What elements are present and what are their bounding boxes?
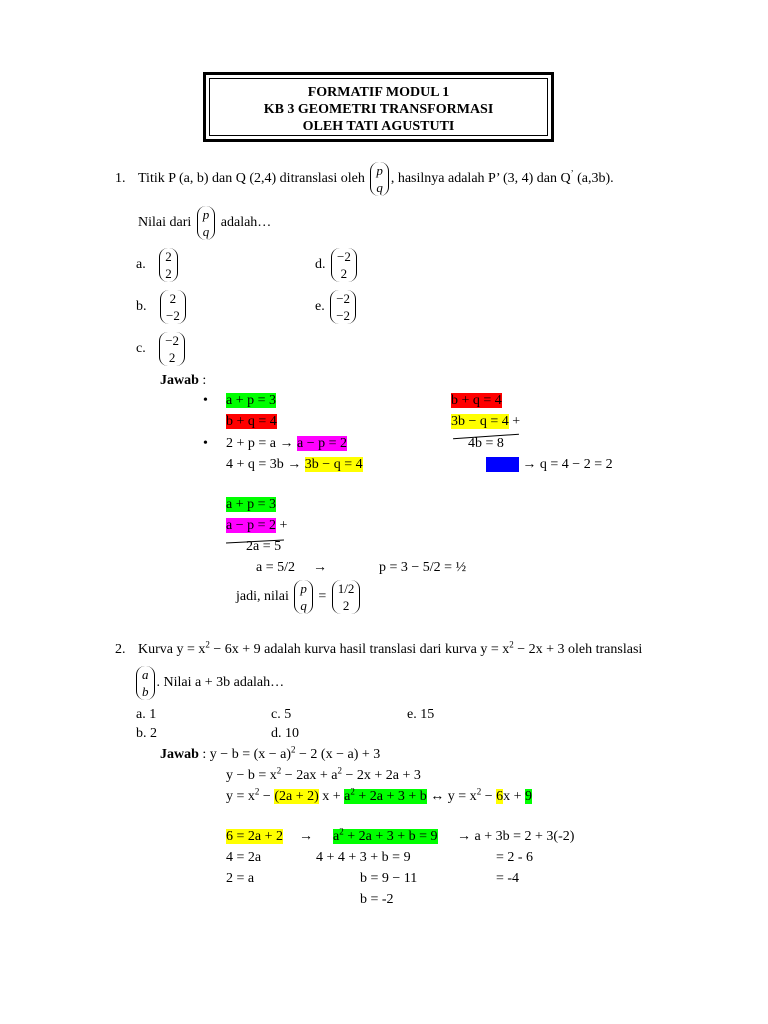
- q1-l2: [226, 413, 277, 431]
- plus-sign: +: [508, 414, 521, 429]
- q2-j3: [226, 788, 532, 806]
- vec-bottom: 2: [342, 598, 350, 613]
- q1-r4: [486, 456, 613, 474]
- vec-top: −2: [165, 333, 180, 348]
- q2-line2: . Nilai a + 3b adalah…: [156, 675, 285, 691]
- eq-highlight: (2a + 2): [274, 789, 319, 804]
- eq-text: x +: [503, 789, 525, 804]
- vec-bottom: q: [376, 180, 383, 195]
- q1-option-c[interactable]: [136, 332, 187, 366]
- q1-s4-arrow: →: [313, 560, 327, 575]
- eq-text: 2 + p = a →: [226, 436, 298, 451]
- q1-s2: [226, 517, 287, 535]
- q1-vector-pq: [370, 162, 389, 196]
- q2-option-e[interactable]: e. 15: [407, 707, 435, 722]
- eq-highlight: a − p = 2: [297, 436, 348, 451]
- eq-text: ↔ y = x: [426, 789, 477, 804]
- eq-text: + 2a + 3 + b: [354, 789, 427, 804]
- q1-vector-pq-2: [197, 206, 216, 240]
- title-box: [203, 72, 554, 142]
- title-line-3: OLEH TATI AGUSTUTI: [302, 119, 455, 134]
- eq-highlight: b = 2: [488, 457, 517, 472]
- vec-bottom: 2: [165, 266, 172, 281]
- q1-r1: [451, 392, 502, 410]
- eq-text: y = x: [226, 789, 255, 804]
- q1-l1: [226, 392, 276, 410]
- vec-top: p: [202, 207, 210, 222]
- q2-jawab-line: [160, 746, 380, 764]
- q2-option-c[interactable]: c. 5: [271, 707, 292, 722]
- superscript: 2: [337, 765, 343, 776]
- title-inner: [209, 78, 548, 136]
- q1-text-b: , hasilnya adalah P’ (3, 4) dan Q: [390, 171, 571, 187]
- eq-highlight: 3b − q = 4: [451, 414, 509, 429]
- jawab-colon: :: [198, 373, 207, 388]
- title-line-1: FORMATIF MODUL 1: [307, 85, 450, 100]
- option-label: e.: [315, 299, 325, 315]
- vec-bottom: 2: [340, 266, 348, 281]
- q1-r3: 4b = 8: [468, 436, 504, 451]
- eq-text: a: [344, 789, 351, 804]
- q1-text-a: Titik P (a, b) dan Q (2,4) ditranslasi oleh: [138, 171, 365, 187]
- eq-text: a: [333, 829, 340, 844]
- q1-l4: [226, 456, 363, 474]
- bullet-2: •: [203, 436, 208, 451]
- eq-highlight-group: [344, 786, 427, 804]
- q1-text-c: (a,3b).: [573, 171, 614, 187]
- q1-s1: [226, 496, 276, 514]
- q2-j2: [226, 767, 421, 785]
- q2-statement: [138, 641, 642, 659]
- q1-jawab: [160, 372, 206, 390]
- q1-option-a[interactable]: [136, 248, 180, 282]
- q1-line2-a: Nilai dari: [138, 215, 192, 231]
- option-label: c.: [136, 341, 146, 357]
- q2-k1a: [226, 828, 283, 846]
- option-label: d.: [315, 257, 326, 273]
- q2-k3c: = -4: [496, 871, 520, 886]
- superscript: 2: [339, 826, 344, 837]
- superscript: 2: [350, 786, 355, 797]
- superscript: 2: [509, 639, 514, 650]
- q1-question-line: [138, 206, 271, 240]
- q1-s4-p: p = 3 − 5/2 = ½: [379, 560, 467, 575]
- vec-top: p: [376, 163, 383, 178]
- eq-highlight: 9: [525, 789, 532, 804]
- eq-text: − 2 (x − a) + 3: [295, 747, 381, 762]
- q2-option-b[interactable]: b. 2: [136, 726, 157, 741]
- q2-text-a: Kurva y = x: [138, 642, 206, 657]
- eq-highlight: a + p = 3: [226, 497, 277, 512]
- q1-line2-b: adalah…: [220, 215, 272, 231]
- eq-text: + 2a + 3 + b = 9: [343, 829, 438, 844]
- eq-text: −: [259, 789, 275, 804]
- eq-highlight: b + q = 4: [226, 414, 277, 429]
- eq-text: x +: [318, 789, 345, 804]
- bullet-1: •: [203, 393, 208, 408]
- superscript: 2: [276, 765, 282, 776]
- q1-s4: a = 5/2: [256, 560, 295, 575]
- jawab-label: Jawab: [160, 747, 199, 762]
- vec-bottom: q: [300, 598, 307, 613]
- q2-k1-arrow: →: [299, 829, 313, 844]
- superscript: 2: [205, 639, 210, 650]
- vec-top: 2: [165, 249, 172, 264]
- eq-highlight: 6 = 2a + 2: [226, 829, 284, 844]
- q2-k2b: 4 + 4 + 3 + b = 9: [316, 850, 411, 865]
- q2-question-line: [134, 666, 284, 700]
- q1-option-d[interactable]: [315, 248, 359, 282]
- q2-number: 2.: [115, 642, 126, 657]
- vec-bottom: 2: [168, 350, 176, 365]
- q2-option-d[interactable]: d. 10: [271, 726, 299, 741]
- eq-text: 4 + q = 3b →: [226, 457, 305, 472]
- eq-text: − 2ax + a: [281, 768, 338, 783]
- option-vector: [330, 290, 356, 324]
- option-vector: [331, 248, 357, 282]
- vec-top: −2: [337, 249, 351, 264]
- q2-k1-result: → a + 3b = 2 + 3(-2): [457, 829, 575, 844]
- jawab-label: Jawab: [160, 373, 199, 388]
- q1-option-e[interactable]: [315, 290, 358, 324]
- superscript: 2: [254, 786, 260, 797]
- vec-bottom: −2: [166, 308, 180, 323]
- q2-k3a: 2 = a: [226, 871, 255, 886]
- eq-highlight: a − p = 2: [226, 518, 277, 533]
- eq-text: : y − b = (x − a): [198, 747, 292, 762]
- q1-number: 1.: [115, 171, 126, 186]
- vec-top: −2: [336, 291, 351, 306]
- title-line-2: KB 3 GEOMETRI TRANSFORMASI: [263, 102, 494, 117]
- eq-text: y − b = x: [226, 768, 277, 783]
- eq-text: − 2x + 2a + 3: [342, 768, 421, 783]
- q2-k2a: 4 = 2a: [226, 850, 262, 865]
- eq-highlight: b + q = 4: [451, 393, 502, 408]
- q2-option-a[interactable]: a. 1: [136, 707, 157, 722]
- plus-sign: +: [276, 518, 288, 533]
- equals-sign: =: [318, 589, 327, 605]
- conclusion-text: jadi, nilai: [236, 589, 289, 605]
- conclusion-vector-result: [332, 580, 361, 614]
- q1-sup: ’: [570, 168, 574, 179]
- q2-k3b: b = 9 − 11: [360, 871, 418, 886]
- vec-bottom: b: [142, 684, 149, 699]
- superscript: 2: [476, 786, 482, 797]
- superscript: 2: [291, 744, 296, 755]
- q1-statement: [138, 162, 614, 196]
- eq-highlight-group: [333, 826, 438, 844]
- option-vector: [159, 332, 185, 366]
- option-vector: [160, 290, 186, 324]
- vec-bottom: −2: [336, 308, 351, 323]
- q2-text-c: − 2x + 3 oleh translasi: [513, 642, 643, 657]
- eq-highlight: 3b − q = 4: [304, 457, 363, 472]
- q1-option-b[interactable]: [136, 290, 188, 324]
- option-vector: [159, 248, 178, 282]
- q2-vector-ab: [136, 666, 155, 700]
- q1-conclusion: [236, 580, 362, 614]
- q2-k4b: b = -2: [360, 892, 394, 907]
- vec-top: a: [142, 667, 149, 682]
- vec-bottom: q: [202, 224, 210, 239]
- q2-text-b: − 6x + 9 adalah kurva hasil translasi dari kurva y = x: [209, 642, 510, 657]
- option-label: a.: [136, 257, 146, 273]
- vec-top: p: [300, 581, 307, 596]
- q2-k2c: = 2 - 6: [496, 850, 534, 865]
- vec-top: 1/2: [337, 581, 355, 596]
- eq-text: −: [481, 789, 497, 804]
- eq-highlight: a + p = 3: [226, 393, 277, 408]
- q1-r2: [451, 413, 520, 431]
- q1-s3: 2a = 5: [246, 539, 282, 554]
- eq-highlight: 6: [496, 789, 504, 804]
- q1-l3: [226, 435, 347, 453]
- option-label: b.: [136, 299, 147, 315]
- vec-top: 2: [169, 291, 177, 306]
- q2-k1-eq: [333, 828, 438, 846]
- eq-text: → q = 4 − 2 = 2: [518, 457, 613, 472]
- conclusion-vector-pq: [294, 580, 313, 614]
